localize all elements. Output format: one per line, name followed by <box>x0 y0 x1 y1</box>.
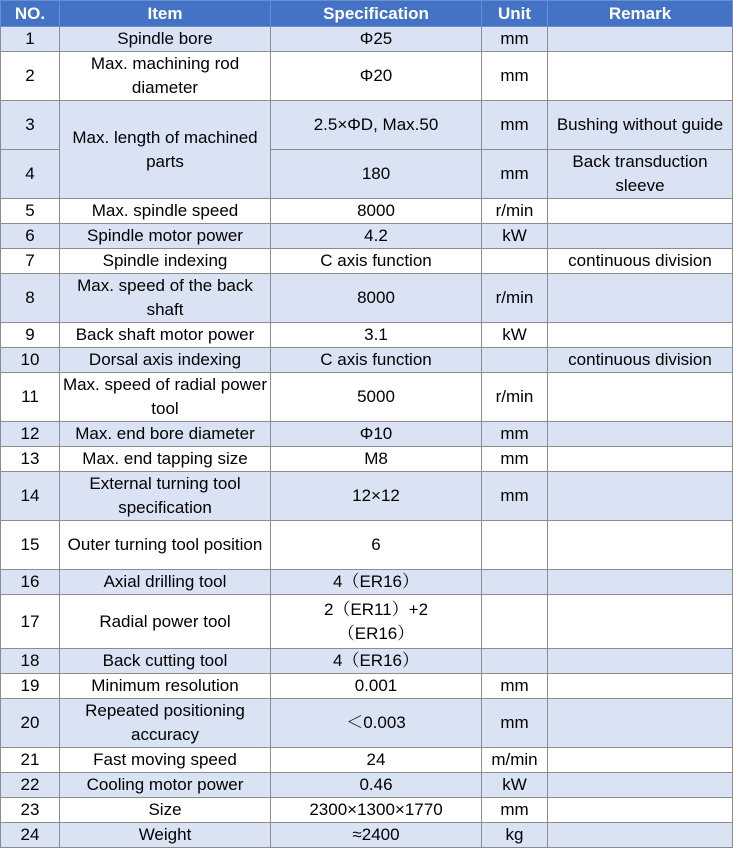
row-unit: kW <box>482 773 548 798</box>
row-spec: 5000 <box>271 373 482 422</box>
row-item: Max. spindle speed <box>60 199 271 224</box>
table-row <box>1 748 733 773</box>
row-no: 9 <box>1 323 60 348</box>
row-unit <box>482 570 548 595</box>
row-unit: kg <box>482 823 548 848</box>
row-remark <box>548 521 733 570</box>
row-no: 18 <box>1 649 60 674</box>
table-row <box>1 674 733 699</box>
row-remark <box>548 674 733 699</box>
header-remark: Remark <box>548 1 733 27</box>
row-remark: Bushing without guide <box>548 101 733 150</box>
row-item: Outer turning tool position <box>60 521 271 570</box>
row-no: 21 <box>1 748 60 773</box>
row-spec: 6 <box>271 521 482 570</box>
table-row <box>1 323 733 348</box>
row-no: 13 <box>1 447 60 472</box>
row-spec: 2300×1300×1770 <box>271 798 482 823</box>
table-row <box>1 27 733 52</box>
row-remark <box>548 823 733 848</box>
row-no: 8 <box>1 274 60 323</box>
header-item: Item <box>60 1 271 27</box>
row-no: 1 <box>1 27 60 52</box>
table-row <box>1 199 733 224</box>
row-unit <box>482 521 548 570</box>
row-spec: 180 <box>271 150 482 199</box>
header-no: NO. <box>1 1 60 27</box>
row-unit: r/min <box>482 199 548 224</box>
row-remark <box>548 274 733 323</box>
row-item: Max. end tapping size <box>60 447 271 472</box>
table-row <box>1 649 733 674</box>
row-remark <box>548 748 733 773</box>
row-remark <box>548 52 733 101</box>
row-remark: Back transduction sleeve <box>548 150 733 199</box>
row-spec: 0.46 <box>271 773 482 798</box>
row-item: Cooling motor power <box>60 773 271 798</box>
row-no: 12 <box>1 422 60 447</box>
row-spec: ≈2400 <box>271 823 482 848</box>
table-row <box>1 101 733 150</box>
header-unit: Unit <box>482 1 548 27</box>
row-unit: r/min <box>482 274 548 323</box>
row-unit <box>482 595 548 649</box>
table-row <box>1 773 733 798</box>
row-unit <box>482 348 548 373</box>
table-row <box>1 274 733 323</box>
row-spec: 2.5×ΦD, Max.50 <box>271 101 482 150</box>
row-spec: M8 <box>271 447 482 472</box>
row-no: 15 <box>1 521 60 570</box>
row-item: Spindle indexing <box>60 249 271 274</box>
row-no: 23 <box>1 798 60 823</box>
row-unit: mm <box>482 674 548 699</box>
row-item: Spindle bore <box>60 27 271 52</box>
row-spec: 4（ER16） <box>271 649 482 674</box>
row-item: Back shaft motor power <box>60 323 271 348</box>
row-unit: mm <box>482 52 548 101</box>
row-remark <box>548 199 733 224</box>
row-unit: mm <box>482 27 548 52</box>
row-spec: C axis function <box>271 348 482 373</box>
row-spec: 12×12 <box>271 472 482 521</box>
row-remark <box>548 422 733 447</box>
row-spec: Φ10 <box>271 422 482 447</box>
row-item: Max. speed of the back shaft <box>60 274 271 323</box>
row-remark <box>548 447 733 472</box>
row-no: 7 <box>1 249 60 274</box>
table-row <box>1 249 733 274</box>
row-spec: Φ20 <box>271 52 482 101</box>
table-row <box>1 472 733 521</box>
row-remark <box>548 323 733 348</box>
table-row <box>1 52 733 101</box>
row-item: Fast moving speed <box>60 748 271 773</box>
row-unit: kW <box>482 323 548 348</box>
row-no: 6 <box>1 224 60 249</box>
row-remark <box>548 570 733 595</box>
row-no: 24 <box>1 823 60 848</box>
row-item: Size <box>60 798 271 823</box>
row-no: 10 <box>1 348 60 373</box>
row-item: Weight <box>60 823 271 848</box>
row-remark <box>548 773 733 798</box>
row-unit: mm <box>482 101 548 150</box>
table-row <box>1 823 733 848</box>
row-no: 3 <box>1 101 60 150</box>
table-row <box>1 348 733 373</box>
row-unit: mm <box>482 472 548 521</box>
row-no: 11 <box>1 373 60 422</box>
row-remark <box>548 373 733 422</box>
row-remark <box>548 798 733 823</box>
row-item: Dorsal axis indexing <box>60 348 271 373</box>
row-unit: mm <box>482 422 548 447</box>
row-unit: mm <box>482 798 548 823</box>
row-item: Spindle motor power <box>60 224 271 249</box>
row-spec: ＜0.003 <box>271 699 482 748</box>
row-no: 4 <box>1 150 60 199</box>
table-row <box>1 373 733 422</box>
row-spec: 4（ER16） <box>271 570 482 595</box>
row-spec: 24 <box>271 748 482 773</box>
row-spec: 2（ER11）+2（ER16） <box>271 595 482 649</box>
row-remark: continuous division <box>548 348 733 373</box>
table-row <box>1 422 733 447</box>
row-spec: 8000 <box>271 199 482 224</box>
row-item: Max. end bore diameter <box>60 422 271 447</box>
row-unit: mm <box>482 699 548 748</box>
row-remark <box>548 595 733 649</box>
row-item: Max. machining rod diameter <box>60 52 271 101</box>
row-no: 22 <box>1 773 60 798</box>
row-item: Back cutting tool <box>60 649 271 674</box>
row-unit: mm <box>482 447 548 472</box>
row-item: Minimum resolution <box>60 674 271 699</box>
row-item: Radial power tool <box>60 595 271 649</box>
row-no: 5 <box>1 199 60 224</box>
row-spec: C axis function <box>271 249 482 274</box>
row-unit: kW <box>482 224 548 249</box>
table-row <box>1 570 733 595</box>
table-row <box>1 798 733 823</box>
row-unit: m/min <box>482 748 548 773</box>
table-row <box>1 447 733 472</box>
table-row <box>1 521 733 570</box>
row-no: 2 <box>1 52 60 101</box>
row-unit: mm <box>482 150 548 199</box>
row-no: 14 <box>1 472 60 521</box>
table-row <box>1 595 733 649</box>
table-row <box>1 224 733 249</box>
row-remark <box>548 649 733 674</box>
table-row <box>1 699 733 748</box>
row-item: Max. speed of radial power tool <box>60 373 271 422</box>
row-remark <box>548 224 733 249</box>
row-spec: Φ25 <box>271 27 482 52</box>
row-no: 16 <box>1 570 60 595</box>
row-spec: 8000 <box>271 274 482 323</box>
row-no: 17 <box>1 595 60 649</box>
row-unit: r/min <box>482 373 548 422</box>
row-item: External turning tool specification <box>60 472 271 521</box>
row-spec: 3.1 <box>271 323 482 348</box>
row-remark <box>548 699 733 748</box>
row-item: Max. length of machined parts <box>60 101 271 199</box>
row-no: 19 <box>1 674 60 699</box>
row-item: Axial drilling tool <box>60 570 271 595</box>
row-remark: continuous division <box>548 249 733 274</box>
header-row <box>1 1 733 27</box>
row-unit <box>482 249 548 274</box>
row-unit <box>482 649 548 674</box>
row-spec: 4.2 <box>271 224 482 249</box>
row-remark <box>548 27 733 52</box>
row-remark <box>548 472 733 521</box>
header-specification: Specification <box>271 1 482 27</box>
row-no: 20 <box>1 699 60 748</box>
row-spec: 0.001 <box>271 674 482 699</box>
row-item: Repeated positioning accuracy <box>60 699 271 748</box>
